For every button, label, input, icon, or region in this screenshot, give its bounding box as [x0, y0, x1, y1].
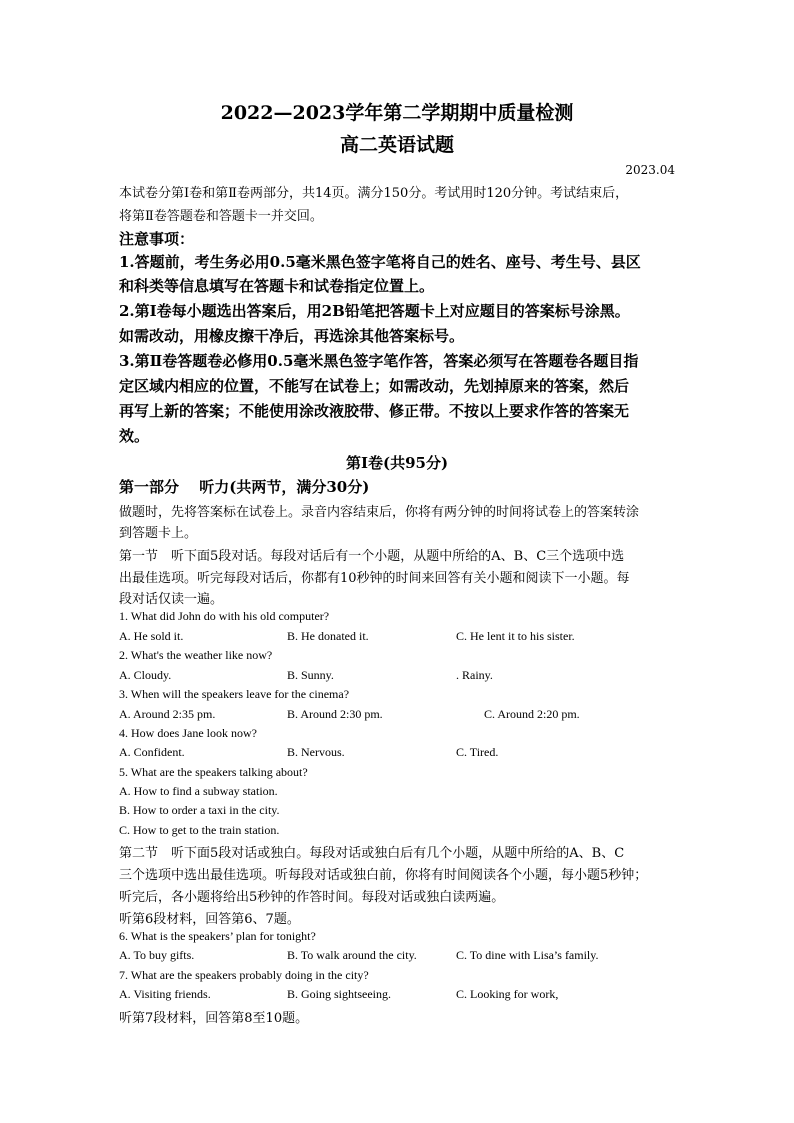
option-b: B. To walk around the city.: [287, 948, 417, 962]
option-b: B. Going sightseeing.: [287, 987, 391, 1001]
option-c: C. He lent it to his sister.: [456, 629, 575, 643]
option-a: A. He sold it.: [119, 629, 184, 643]
exam-subtitle: 高二英语试题: [339, 134, 454, 156]
option-b: B. Nervous.: [287, 745, 345, 759]
notice-line: 如需改动，用橡皮擦干净后，再选涂其他答案标号。: [119, 327, 465, 345]
option-a: A. To buy gifts.: [119, 948, 195, 962]
option-c: C. How to get to the train station.: [119, 823, 280, 837]
option-b: B. Around 2:30 pm.: [287, 707, 383, 721]
question-stem: 4. How does Jane look now?: [119, 726, 257, 740]
section1-line: 第一节 听下面5段对话。每段对话后有一个小题，从题中所给的A、B、C三个选项中选: [119, 549, 625, 564]
notice-line: 定区域内相应的位置，不能写在试卷上；如需改动，先划掉原来的答案，然后: [119, 377, 630, 395]
option-b: B. Sunny.: [287, 668, 334, 682]
question-stem: 3. When will the speakers leave for the cinema?: [119, 687, 350, 701]
notice-line: 3.第Ⅱ卷答题卷必修用0.5毫米黑色签字笔作答，答案必须写在答题卷各题目指: [119, 352, 639, 370]
option-c: C. Looking for work,: [456, 987, 559, 1001]
option-b: B. He donated it.: [287, 629, 369, 643]
exam-date: 2023.04: [625, 163, 675, 177]
option-c: C. Around 2:20 pm.: [484, 707, 580, 721]
option-c: . Rainy.: [456, 668, 493, 682]
part-heading: 第一部分 听力(共两节，满分30分): [119, 478, 370, 496]
option-b: B. How to order a taxi in the city.: [119, 803, 280, 817]
notice-line: 2.第Ⅰ卷每小题选出答案后，用2B铅笔把答题卡上对应题目的答案标号涂黑。: [119, 302, 630, 320]
question-stem: 2. What's the weather like now?: [119, 648, 273, 662]
option-c: C. To dine with Lisa’s family.: [456, 948, 599, 962]
notice-line: 1.答题前，考生务必用0.5毫米黑色签字笔将自己的姓名、座号、考生号、县区: [119, 253, 641, 271]
question-stem: 7. What are the speakers probably doing in the city?: [119, 968, 369, 982]
section1-line: 出最佳选项。听完每段对话后，你都有10秒钟的时间来回答有关小题和阅读下一小题。每: [119, 571, 630, 586]
section2-line: 听完后，各小题将给出5秒钟的作答时间。每段对话或独白读两遍。: [119, 890, 505, 905]
part-intro-line: 到答题卡上。: [119, 526, 198, 541]
option-a: A. Confident.: [119, 745, 185, 759]
question-stem: 5. What are the speakers talking about?: [119, 765, 308, 779]
material-label: 听第6段材料，回答第6、7题。: [119, 912, 300, 927]
material-label: 听第7段材料，回答第8至10题。: [119, 1011, 309, 1026]
intro-line: 将第Ⅱ卷答题卷和答题卡一并交回。: [119, 209, 323, 224]
option-c: C. Tired.: [456, 745, 499, 759]
volume-heading: 第Ⅰ卷(共95分): [345, 454, 449, 472]
question-stem: 6. What is the speakers’ plan for tonight?: [119, 929, 316, 943]
option-a: A. Visiting friends.: [119, 987, 211, 1001]
option-a: A. How to find a subway station.: [119, 784, 278, 798]
notice-heading: 注意事项：: [119, 230, 195, 248]
option-a: A. Cloudy.: [119, 668, 172, 682]
intro-line: 本试卷分第Ⅰ卷和第Ⅱ卷两部分，共14页。满分150分。考试用时120分钟。考试结束后，: [119, 186, 629, 201]
section1-line: 段对话仅读一遍。: [119, 592, 224, 607]
section2-line: 第二节 听下面5段对话或独白。每段对话或独白后有几个小题，从题中所给的A、B、C: [119, 846, 625, 861]
question-stem: 1. What did John do with his old computer?: [119, 609, 330, 623]
notice-line: 和科类等信息填写在答题卡和试卷指定位置上。: [119, 277, 435, 295]
option-a: A. Around 2:35 pm.: [119, 707, 216, 721]
exam-title: 2022—2023学年第二学期期中质量检测: [220, 102, 574, 124]
notice-line: 再写上新的答案；不能使用涂改液胶带、修正带。不按以上要求作答的答案无: [119, 402, 630, 420]
part-intro-line: 做题时，先将答案标在试卷上。录音内容结束后，你将有两分钟的时间将试卷上的答案转涂: [119, 505, 640, 520]
notice-line: 效。: [119, 427, 150, 445]
section2-line: 三个选项中选出最佳选项。听每段对话或独白前，你将有时间阅读各个小题，每小题5秒钟；: [119, 868, 648, 883]
